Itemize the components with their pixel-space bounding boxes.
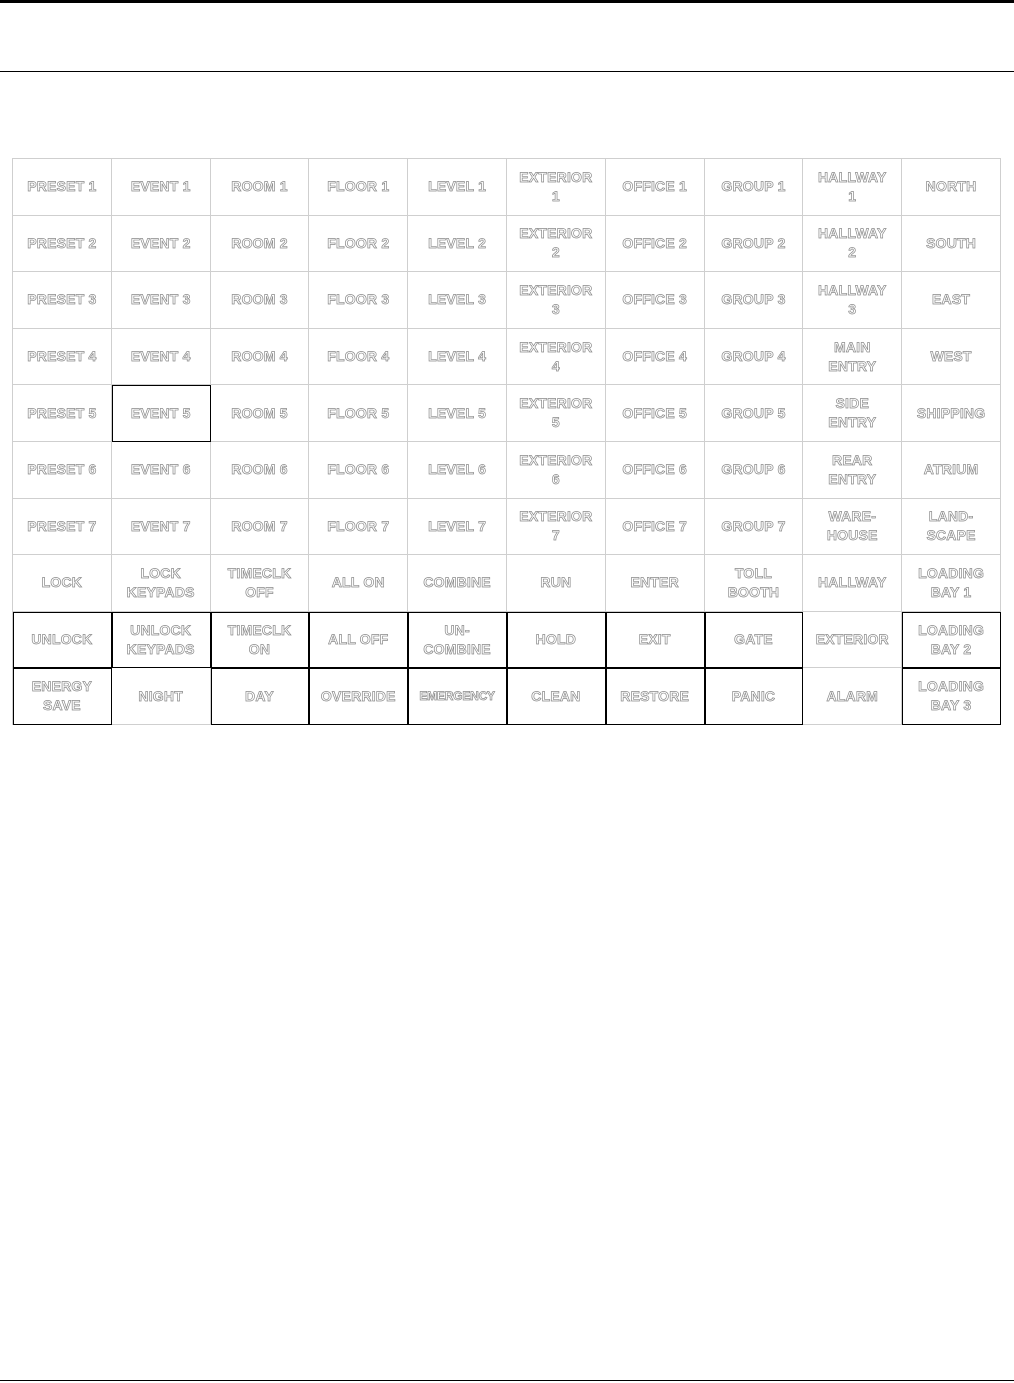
engraving-cell-highlighted[interactable]: RESTORE	[606, 668, 705, 725]
engraving-cell[interactable]: ENTER	[606, 555, 705, 612]
engraving-cell[interactable]: HALLWAY 2	[803, 216, 902, 273]
engraving-cell[interactable]: FLOOR 1	[309, 159, 408, 216]
engraving-cell-highlighted[interactable]: LOADING BAY 2	[902, 612, 1001, 669]
engraving-cell[interactable]: FLOOR 6	[309, 442, 408, 499]
engraving-cell[interactable]: GROUP 7	[705, 499, 804, 556]
engraving-cell[interactable]: PRESET 4	[13, 329, 112, 386]
engraving-cell[interactable]: HALLWAY 1	[803, 159, 902, 216]
engraving-cell[interactable]: EXTERIOR 7	[507, 499, 606, 556]
engraving-cell[interactable]: GROUP 6	[705, 442, 804, 499]
engraving-cell[interactable]: LEVEL 2	[408, 216, 507, 273]
engraving-cell[interactable]: OFFICE 4	[606, 329, 705, 386]
engraving-cell[interactable]: OFFICE 7	[606, 499, 705, 556]
engraving-cell[interactable]: EXTERIOR 5	[507, 385, 606, 442]
engraving-cell[interactable]: SHIPPING	[902, 385, 1001, 442]
engraving-cell-highlighted[interactable]: PANIC	[705, 668, 804, 725]
engraving-cell[interactable]: ALL ON	[309, 555, 408, 612]
footer-rule	[0, 1380, 1014, 1381]
engraving-cell[interactable]: FLOOR 2	[309, 216, 408, 273]
engraving-cell[interactable]: PRESET 3	[13, 272, 112, 329]
engraving-cell[interactable]: LOADING BAY 1	[902, 555, 1001, 612]
engraving-cell[interactable]: LEVEL 4	[408, 329, 507, 386]
engraving-cell[interactable]: NORTH	[902, 159, 1001, 216]
engraving-cell[interactable]: GROUP 4	[705, 329, 804, 386]
engraving-cell[interactable]: OFFICE 2	[606, 216, 705, 273]
engraving-cell[interactable]: ROOM 3	[211, 272, 310, 329]
engraving-cell[interactable]: EVENT 2	[112, 216, 211, 273]
engraving-cell[interactable]: EVENT 7	[112, 499, 211, 556]
engraving-cell[interactable]: OFFICE 5	[606, 385, 705, 442]
engraving-cell[interactable]: LEVEL 6	[408, 442, 507, 499]
engraving-cell[interactable]: PRESET 7	[13, 499, 112, 556]
engraving-cell[interactable]: WEST	[902, 329, 1001, 386]
engraving-cell[interactable]: ALARM	[803, 668, 902, 725]
engraving-cell[interactable]: HALLWAY	[803, 555, 902, 612]
engraving-cell[interactable]: OFFICE 6	[606, 442, 705, 499]
engraving-cell[interactable]: GROUP 3	[705, 272, 804, 329]
engraving-cell[interactable]: LOCK	[13, 555, 112, 612]
engraving-cell[interactable]: TIMECLK OFF	[211, 555, 310, 612]
engraving-cell[interactable]: SOUTH	[902, 216, 1001, 273]
engraving-cell-highlighted[interactable]: GATE	[705, 612, 804, 669]
engraving-cell[interactable]: FLOOR 7	[309, 499, 408, 556]
engraving-cell[interactable]: LEVEL 5	[408, 385, 507, 442]
engraving-cell[interactable]: TOLL BOOTH	[705, 555, 804, 612]
engraving-cell[interactable]: EVENT 3	[112, 272, 211, 329]
button-engraving-grid	[12, 158, 1001, 725]
engraving-cell[interactable]: EXTERIOR 1	[507, 159, 606, 216]
engraving-cell[interactable]: EVENT 4	[112, 329, 211, 386]
engraving-cell[interactable]: LOCK KEYPADS	[112, 555, 211, 612]
engraving-cell[interactable]: MAIN ENTRY	[803, 329, 902, 386]
engraving-cell[interactable]: ROOM 2	[211, 216, 310, 273]
engraving-cell[interactable]: ROOM 5	[211, 385, 310, 442]
engraving-cell-highlighted[interactable]: LOADING BAY 3	[902, 668, 1001, 725]
engraving-cell[interactable]: ROOM 4	[211, 329, 310, 386]
engraving-cell[interactable]: LEVEL 7	[408, 499, 507, 556]
engraving-cell-highlighted[interactable]: OVERRIDE	[309, 668, 408, 725]
header-top-rule	[0, 0, 1014, 3]
engraving-cell[interactable]: ATRIUM	[902, 442, 1001, 499]
engraving-cell[interactable]: GROUP 5	[705, 385, 804, 442]
engraving-cell-highlighted[interactable]: EXIT	[606, 612, 705, 669]
engraving-cell[interactable]: HALLWAY 3	[803, 272, 902, 329]
engraving-cell[interactable]: PRESET 2	[13, 216, 112, 273]
engraving-cell[interactable]: EXTERIOR 4	[507, 329, 606, 386]
engraving-cell[interactable]: REAR ENTRY	[803, 442, 902, 499]
engraving-cell-highlighted[interactable]: ENERGY SAVE	[13, 668, 112, 725]
engraving-cell[interactable]: COMBINE	[408, 555, 507, 612]
engraving-cell[interactable]: ROOM 6	[211, 442, 310, 499]
engraving-cell[interactable]: SIDE ENTRY	[803, 385, 902, 442]
engraving-cell[interactable]: FLOOR 4	[309, 329, 408, 386]
engraving-cell[interactable]: EVENT 6	[112, 442, 211, 499]
engraving-cell[interactable]: LEVEL 1	[408, 159, 507, 216]
header-bottom-rule	[0, 71, 1014, 72]
engraving-cell-highlighted[interactable]: EVENT 5	[112, 385, 211, 442]
engraving-cell[interactable]: GROUP 2	[705, 216, 804, 273]
engraving-cell[interactable]: PRESET 5	[13, 385, 112, 442]
engraving-cell[interactable]: PRESET 6	[13, 442, 112, 499]
engraving-cell[interactable]: ROOM 1	[211, 159, 310, 216]
engraving-cell-highlighted[interactable]: UNLOCK	[13, 612, 112, 669]
engraving-cell[interactable]: LEVEL 3	[408, 272, 507, 329]
engraving-cell[interactable]: NIGHT	[112, 668, 211, 725]
engraving-cell[interactable]: EXTERIOR 3	[507, 272, 606, 329]
engraving-cell[interactable]: LAND- SCAPE	[902, 499, 1001, 556]
engraving-cell[interactable]: EVENT 1	[112, 159, 211, 216]
engraving-cell-highlighted[interactable]: TIMECLK ON	[211, 612, 310, 669]
engraving-cell[interactable]: EAST	[902, 272, 1001, 329]
engraving-cell[interactable]: EXTERIOR 6	[507, 442, 606, 499]
engraving-cell[interactable]: ROOM 7	[211, 499, 310, 556]
engraving-cell[interactable]: FLOOR 3	[309, 272, 408, 329]
engraving-cell-highlighted[interactable]: EMERGENCY	[408, 668, 507, 725]
engraving-cell-highlighted[interactable]: UN- COMBINE	[408, 612, 507, 669]
engraving-cell[interactable]: OFFICE 1	[606, 159, 705, 216]
engraving-cell[interactable]: GROUP 1	[705, 159, 804, 216]
engraving-cell-highlighted[interactable]: ALL OFF	[309, 612, 408, 669]
engraving-cell-highlighted[interactable]: CLEAN	[507, 668, 606, 725]
engraving-cell[interactable]: FLOOR 5	[309, 385, 408, 442]
engraving-cell-highlighted[interactable]: DAY	[211, 668, 310, 725]
engraving-cell[interactable]: RUN	[507, 555, 606, 612]
engraving-cell-highlighted[interactable]: UNLOCK KEYPADS	[112, 612, 211, 669]
engraving-cell[interactable]: EXTERIOR	[803, 612, 902, 669]
engraving-cell[interactable]: OFFICE 3	[606, 272, 705, 329]
engraving-cell-highlighted[interactable]: HOLD	[507, 612, 606, 669]
engraving-cell[interactable]: EXTERIOR 2	[507, 216, 606, 273]
engraving-cell[interactable]: WARE- HOUSE	[803, 499, 902, 556]
engraving-cell[interactable]: PRESET 1	[13, 159, 112, 216]
